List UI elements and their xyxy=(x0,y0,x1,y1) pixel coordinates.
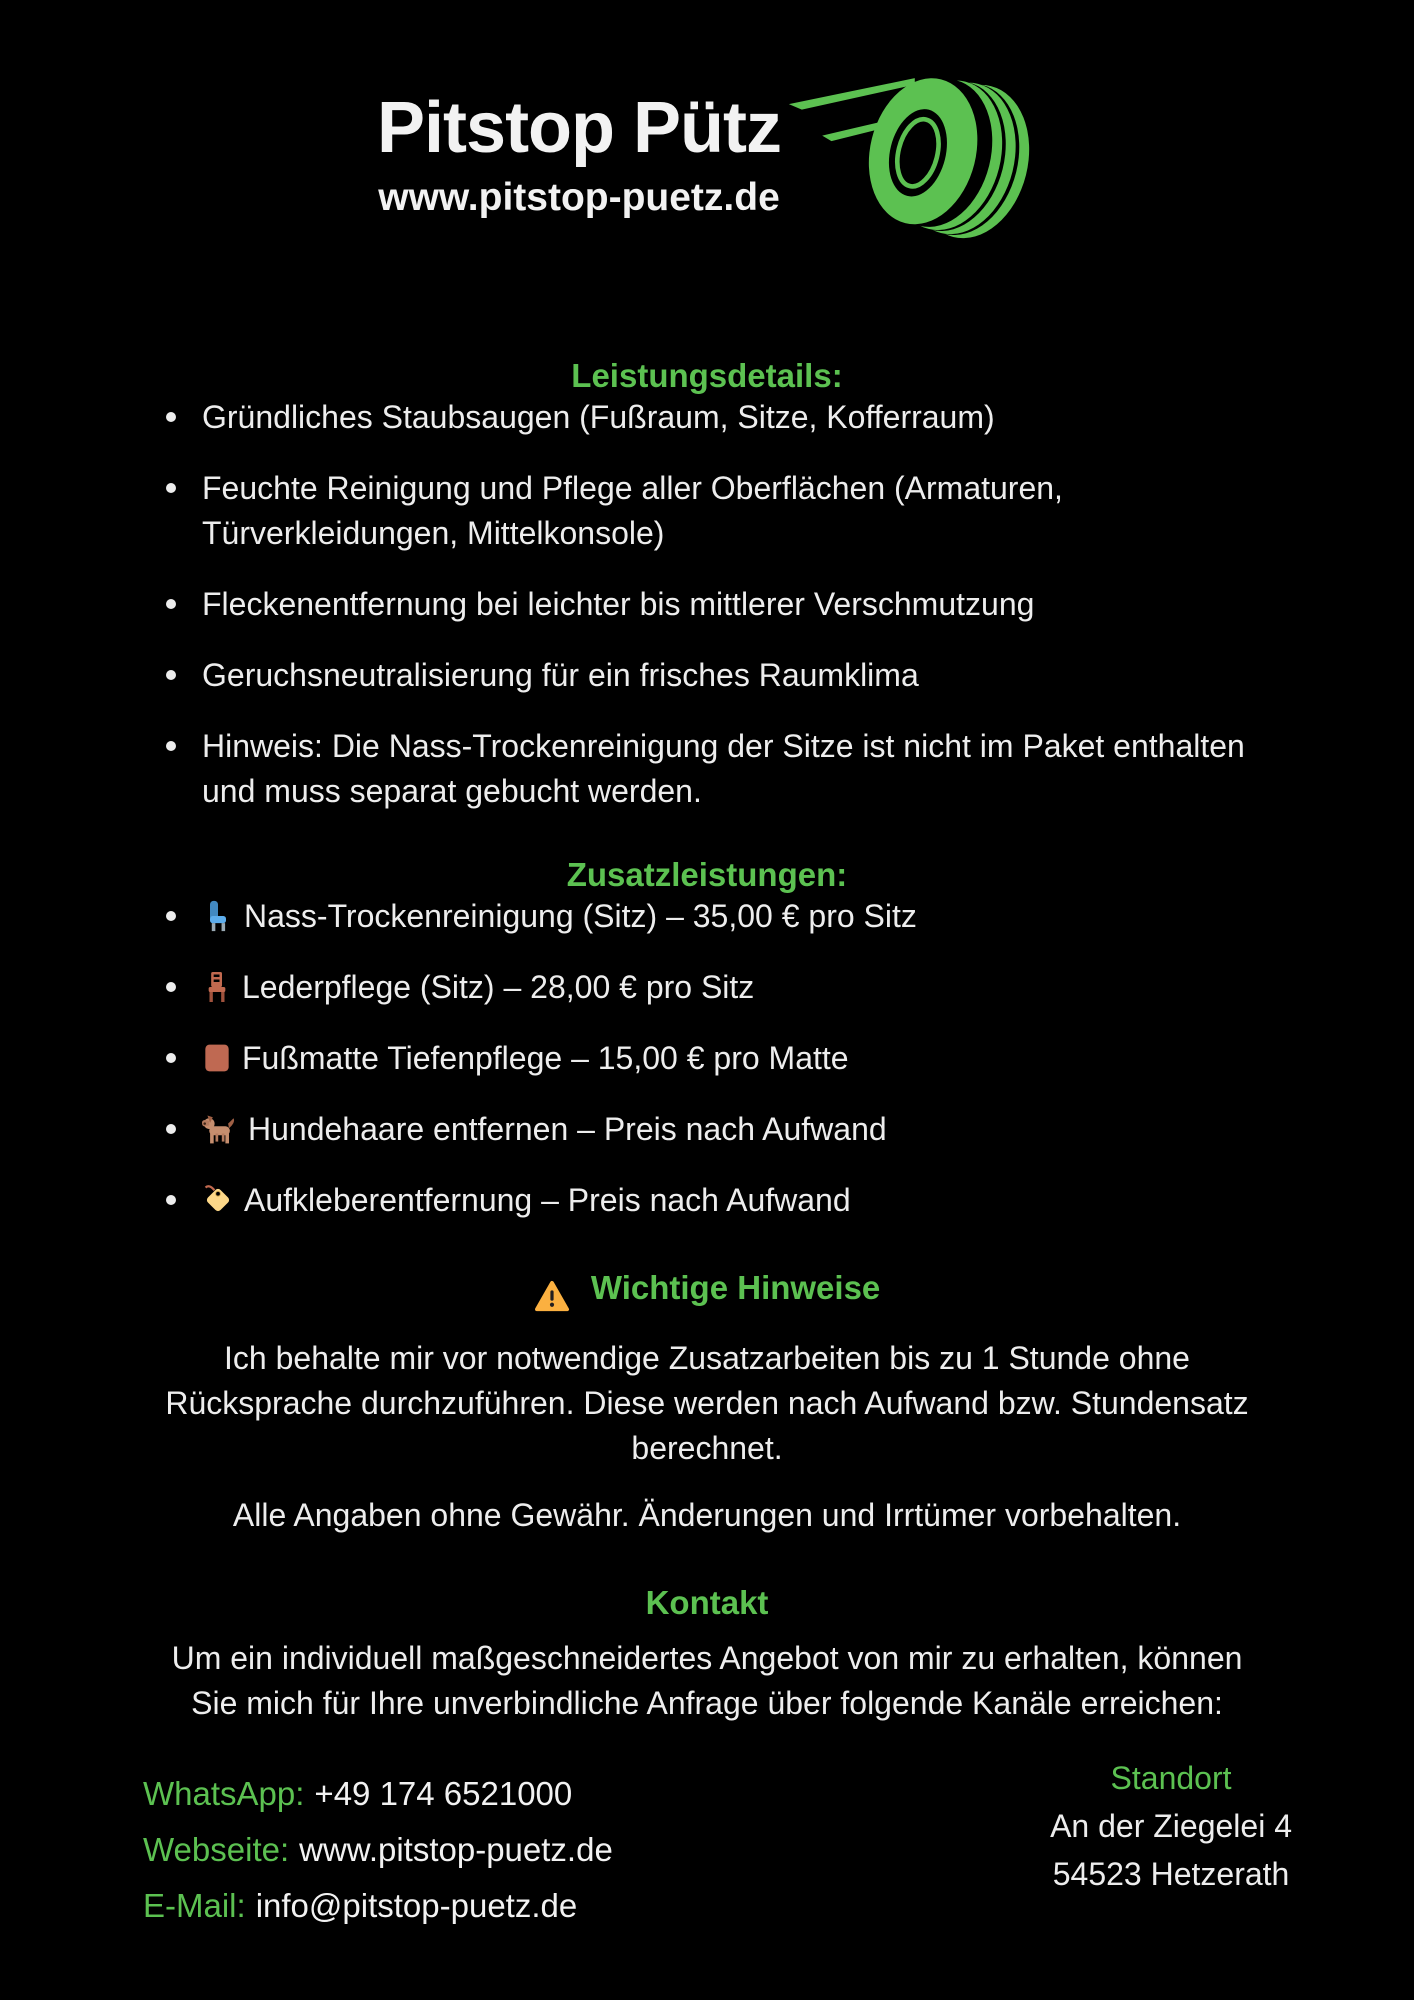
standort-heading: Standort xyxy=(1110,1760,1232,1797)
whatsapp-number: +49 174 6521000 xyxy=(314,1775,573,1813)
leistungsdetails-list xyxy=(0,395,1414,814)
contact-row-website xyxy=(143,1822,613,1878)
footer xyxy=(0,1760,1414,1934)
tire-icon xyxy=(787,54,1037,244)
contact-channels xyxy=(143,1766,613,1934)
list-item-text: Nass-Trockenreinigung (Sitz) – 35,00 € pro Sitz xyxy=(244,898,917,934)
list-item-text: Geruchsneutralisierung für ein frisches Raumklima xyxy=(202,657,919,693)
list-item xyxy=(202,582,1296,627)
dog-icon xyxy=(202,1112,238,1146)
address-line: 54523 Hetzerath xyxy=(1052,1856,1290,1893)
contact-row-whatsapp xyxy=(143,1766,613,1822)
header xyxy=(0,0,1414,265)
list-item-text: Gründliches Staubsaugen (Fußraum, Sitze, Kofferraum) xyxy=(202,399,995,435)
section-heading-wichtige-hinweise xyxy=(0,1269,1414,1314)
list-item-text: Hinweis: Die Nass-Trockenreinigung der Sitze ist nicht im Paket enthalten und muss separat gebucht werden. xyxy=(202,728,1245,809)
brown-square-icon xyxy=(202,1041,232,1075)
list-item-text: Aufkleberentfernung – Preis nach Aufwand xyxy=(244,1182,851,1218)
whatsapp-label: WhatsApp: xyxy=(143,1775,305,1813)
list-item xyxy=(202,1107,1296,1152)
list-item xyxy=(202,724,1296,814)
list-item xyxy=(202,1178,1296,1223)
section-heading-zusatzleistungen: Zusatzleistungen: xyxy=(566,856,848,893)
list-item xyxy=(202,1036,1296,1081)
zusatzleistungen-list xyxy=(0,894,1414,1223)
warning-icon xyxy=(534,1276,579,1313)
website-url: www.pitstop-puetz.de xyxy=(299,1831,613,1869)
section-heading-kontakt: Kontakt xyxy=(645,1584,769,1622)
logo xyxy=(787,54,1037,249)
tag-icon xyxy=(202,1183,234,1217)
website-label: Webseite: xyxy=(143,1831,290,1869)
list-item xyxy=(202,653,1296,698)
address-line: An der Ziegelei 4 xyxy=(1050,1808,1292,1845)
section-heading-text: Wichtige Hinweise xyxy=(590,1269,881,1306)
email-address: info@pitstop-puetz.de xyxy=(255,1887,578,1925)
list-item xyxy=(202,965,1296,1010)
seat-icon xyxy=(202,899,234,933)
header-website: www.pitstop-puetz.de xyxy=(378,176,780,219)
list-item xyxy=(202,894,1296,939)
list-item xyxy=(202,395,1296,440)
kontakt-intro: Um ein individuell maßgeschneidertes Angebot von mir zu erhalten, können Sie mich für Ihre unverbindliche Anfrage über folgende Kanäle erreichen: xyxy=(171,1640,1243,1722)
hinweise-paragraph-1: Ich behalte mir vor notwendige Zusatzarbeiten bis zu 1 Stunde ohne Rücksprache durchzuführen. Diese werden nach Aufwand bzw. Stundensatz berechnet. xyxy=(165,1340,1249,1467)
email-label: E-Mail: xyxy=(143,1887,246,1925)
list-item-text: Lederpflege (Sitz) – 28,00 € pro Sitz xyxy=(242,969,755,1005)
list-item-text: Feuchte Reinigung und Pflege aller Oberflächen (Armaturen, Türverkleidungen, Mittelkonsole) xyxy=(202,470,1063,551)
chair-icon xyxy=(202,970,232,1004)
standort-block xyxy=(1050,1754,1292,1898)
section-heading-leistungsdetails: Leistungsdetails: xyxy=(571,357,843,394)
list-item-text: Fußmatte Tiefenpflege – 15,00 € pro Matte xyxy=(242,1040,849,1076)
hinweise-paragraph-2: Alle Angaben ohne Gewähr. Änderungen und Irrtümer vorbehalten. xyxy=(232,1497,1182,1534)
header-text xyxy=(377,88,781,220)
page-title: Pitstop Pütz xyxy=(377,88,781,168)
list-item-text: Hundehaare entfernen – Preis nach Aufwand xyxy=(248,1111,887,1147)
list-item xyxy=(202,466,1296,556)
contact-row-email xyxy=(143,1878,613,1934)
list-item-text: Fleckenentfernung bei leichter bis mittlerer Verschmutzung xyxy=(202,586,1035,622)
